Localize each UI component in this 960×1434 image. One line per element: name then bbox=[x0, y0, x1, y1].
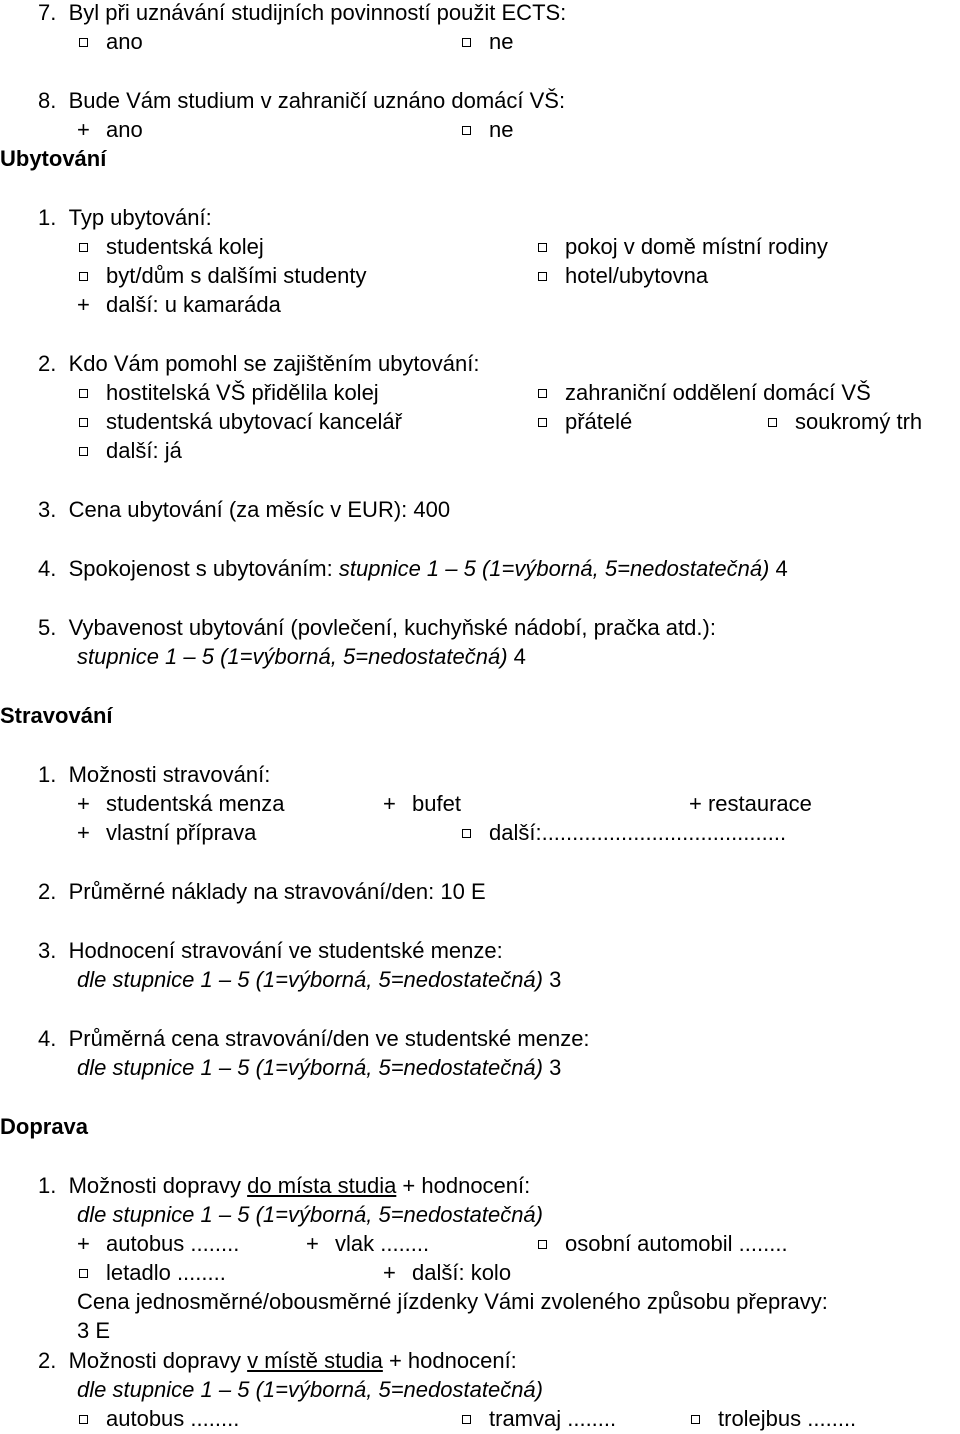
section-heading-transport: Doprava bbox=[0, 1114, 89, 1139]
acc-q2-option-other[interactable]: další: já bbox=[77, 438, 182, 464]
acc-q1-option-other[interactable]: + další: u kamaráda bbox=[77, 292, 281, 317]
checkbox-icon[interactable] bbox=[462, 829, 471, 838]
transport-q1-price-question: Cena jednosměrné/obousměrné jízdenky Vámi zvoleného způsobu přepravy: bbox=[77, 1289, 828, 1314]
checkbox-icon[interactable] bbox=[462, 126, 471, 135]
transport-q1-option-other[interactable]: + další: kolo bbox=[383, 1260, 512, 1285]
acc-q1-option[interactable]: byt/dům s dalšími studenty bbox=[77, 263, 366, 289]
acc-q2-option[interactable]: studentská ubytovací kancelář bbox=[77, 409, 402, 435]
q7-option-yes[interactable]: ano bbox=[77, 29, 143, 55]
section-heading-meals: Stravování bbox=[0, 703, 113, 728]
acc-q2-option[interactable]: soukromý trh bbox=[766, 409, 922, 435]
acc-q1-option[interactable]: pokoj v domě místní rodiny bbox=[536, 234, 828, 260]
meals-q1-option[interactable]: + bufet bbox=[383, 791, 461, 816]
checkbox-icon[interactable] bbox=[79, 447, 88, 456]
transport-q1-option[interactable]: + vlak ........ bbox=[306, 1231, 430, 1256]
transport-q1-question: 1. Možnosti dopravy do místa studia + hodnocení: bbox=[38, 1173, 531, 1198]
transport-q1-option[interactable]: letadlo ........ bbox=[77, 1260, 226, 1286]
meals-q1-option[interactable]: + studentská menza bbox=[77, 791, 285, 816]
checkbox-icon[interactable] bbox=[79, 1269, 88, 1278]
checkbox-icon[interactable] bbox=[462, 38, 471, 47]
q7-question: 7. Byl při uznávání studijních povinností použit ECTS: bbox=[38, 0, 567, 25]
checkbox-icon[interactable] bbox=[538, 243, 547, 252]
checkbox-icon[interactable] bbox=[79, 38, 88, 47]
acc-q1-option[interactable]: hotel/ubytovna bbox=[536, 263, 708, 289]
checkbox-icon[interactable] bbox=[538, 272, 547, 281]
checkbox-icon[interactable] bbox=[79, 389, 88, 398]
checkbox-icon[interactable] bbox=[768, 418, 777, 427]
checkbox-icon[interactable] bbox=[462, 1415, 471, 1424]
meals-q4-question: 4. Průměrná cena stravování/den ve studentské menze: bbox=[38, 1026, 590, 1051]
checkbox-icon[interactable] bbox=[79, 243, 88, 252]
transport-q2-option[interactable]: tramvaj ........ bbox=[460, 1406, 616, 1432]
q8-question: 8. Bude Vám studium v zahraničí uznáno domácí VŠ: bbox=[38, 88, 566, 113]
checkbox-icon[interactable] bbox=[538, 389, 547, 398]
checkbox-icon[interactable] bbox=[538, 1240, 547, 1249]
acc-q2-option[interactable]: hostitelská VŠ přidělila kolej bbox=[77, 380, 379, 406]
acc-q3-price: 3. Cena ubytování (za měsíc v EUR): 400 bbox=[38, 497, 451, 522]
plus-mark-icon: + bbox=[383, 791, 396, 816]
meals-q3-rating: dle stupnice 1 – 5 (1=výborná, 5=nedostatečná) 3 bbox=[77, 967, 562, 992]
acc-q5-equipment: 5. Vybavenost ubytování (povlečení, kuchyňské nádobí, pračka atd.): bbox=[38, 615, 716, 640]
meals-q1-option[interactable]: + vlastní příprava bbox=[77, 820, 257, 845]
acc-q2-option[interactable]: přátelé bbox=[536, 409, 632, 435]
plus-mark-icon: + bbox=[306, 1231, 319, 1256]
q8-option-yes[interactable]: + ano bbox=[77, 117, 143, 142]
transport-q1-option[interactable]: osobní automobil ........ bbox=[536, 1231, 788, 1257]
checkbox-icon[interactable] bbox=[79, 418, 88, 427]
transport-q2-option[interactable]: trolejbus ........ bbox=[689, 1406, 856, 1432]
checkbox-icon[interactable] bbox=[691, 1415, 700, 1424]
transport-q2-question: 2. Možnosti dopravy v místě studia + hodnocení: bbox=[38, 1348, 517, 1373]
plus-mark-icon: + bbox=[77, 292, 90, 317]
acc-q2-question: 2. Kdo Vám pomohl se zajištěním ubytování: bbox=[38, 351, 480, 376]
meals-q4-rating: dle stupnice 1 – 5 (1=výborná, 5=nedostatečná) 3 bbox=[77, 1055, 562, 1080]
acc-q1-question: 1. Typ ubytování: bbox=[38, 205, 212, 230]
acc-q1-option[interactable]: studentská kolej bbox=[77, 234, 264, 260]
transport-q1-scale: dle stupnice 1 – 5 (1=výborná, 5=nedostatečná) bbox=[77, 1202, 543, 1227]
transport-q2-option[interactable]: autobus ........ bbox=[77, 1406, 239, 1432]
q7-option-no[interactable]: ne bbox=[460, 29, 513, 55]
meals-q1-option[interactable]: + restaurace bbox=[689, 791, 812, 816]
transport-q2-scale: dle stupnice 1 – 5 (1=výborná, 5=nedostatečná) bbox=[77, 1377, 543, 1402]
plus-mark-icon: + bbox=[77, 1231, 90, 1256]
transport-q1-price-answer: 3 E bbox=[77, 1318, 111, 1343]
checkbox-icon[interactable] bbox=[538, 418, 547, 427]
plus-mark-icon: + bbox=[77, 117, 90, 142]
meals-q1-option-other[interactable]: další:........................................ bbox=[460, 820, 786, 846]
transport-q1-option[interactable]: + autobus ........ bbox=[77, 1231, 240, 1256]
section-heading-accommodation: Ubytování bbox=[0, 146, 107, 171]
checkbox-icon[interactable] bbox=[79, 272, 88, 281]
acc-q4-satisfaction: 4. Spokojenost s ubytováním: stupnice 1 – 5 (1=výborná, 5=nedostatečná) 4 bbox=[38, 556, 788, 581]
plus-mark-icon: + bbox=[383, 1260, 396, 1285]
checkbox-icon[interactable] bbox=[79, 1415, 88, 1424]
plus-mark-icon: + bbox=[77, 820, 90, 845]
meals-q3-question: 3. Hodnocení stravování ve studentské menze: bbox=[38, 938, 503, 963]
meals-q2-cost: 2. Průměrné náklady na stravování/den: 10 E bbox=[38, 879, 486, 904]
acc-q5-rating: stupnice 1 – 5 (1=výborná, 5=nedostatečná) 4 bbox=[77, 644, 526, 669]
q8-option-no[interactable]: ne bbox=[460, 117, 513, 143]
acc-q2-option[interactable]: zahraniční oddělení domácí VŠ bbox=[536, 380, 871, 406]
plus-mark-icon: + bbox=[77, 791, 90, 816]
meals-q1-question: 1. Možnosti stravování: bbox=[38, 762, 271, 787]
